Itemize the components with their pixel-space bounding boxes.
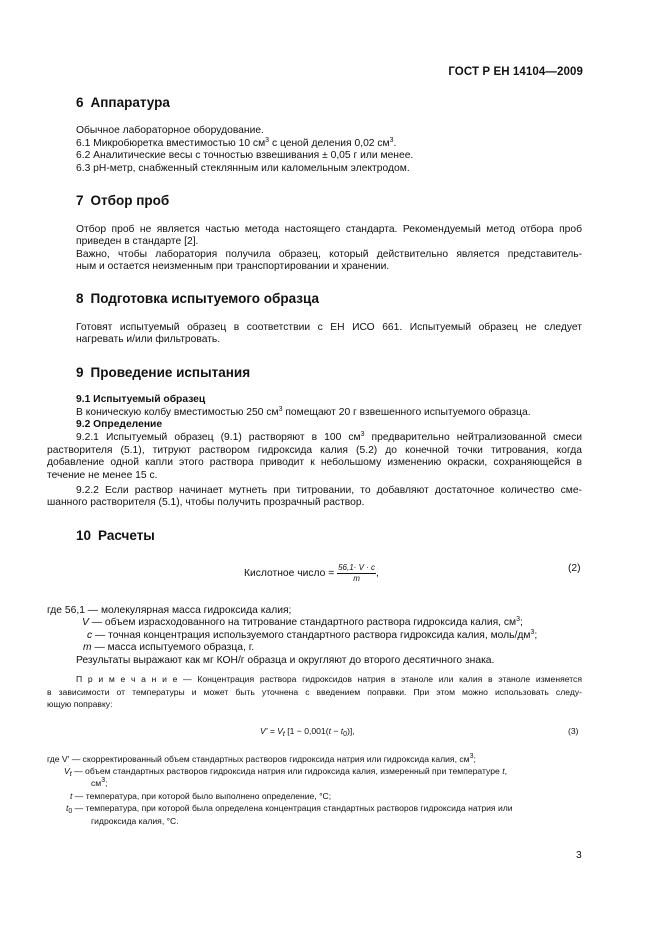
section-6-heading — [76, 95, 170, 110]
formula-2: Кислотное число = $\frac{56,1\cdot V \cdot c}{m}$ , — [244, 563, 379, 583]
note-where-line: где V' — скорректированный объем стандартных растворов гидроксида натрия или гидроксида калия, $см^3$; — [47, 753, 476, 764]
paragraph-line: В коническую колбу вместимостью 250 $см^3$ помещают 20 г взвешенного испытуемого образца. — [76, 406, 531, 418]
section-8-heading: 8 Подготовка испытуемого образца — [76, 291, 319, 306]
section-9-heading: 9 Проведение испытания — [76, 365, 251, 380]
paragraph-line: ным и остается неизменным при транспортировании и хранении. — [76, 261, 390, 272]
paragraph-line: добавление одной капли этого раствора приводит к небольшому изменению окраски, сохраняющейся в — [47, 457, 582, 468]
note-where-line: t — температура, при которой было выполнено определение, °С; — [70, 791, 332, 801]
paragraph-line: шанного растворителя (5.1), чтобы получить прозрачный раствор. — [47, 497, 365, 508]
page-number: 3 — [576, 850, 582, 861]
formula-3: $V' = V_t$ $[1 - 0,001(t - t_0)]$, — [260, 726, 355, 738]
paragraph-line: 9.2.1 Испытуемый образец (9.1) растворяют в 100 $см^3$ предварительно нейтрализованной смеси — [76, 431, 583, 443]
note-where-line: $V_t$ — объем стандартных растворов гидроксида натрия или гидроксида калия, измеренный при температуре t, — [64, 766, 507, 778]
paragraph-line: Результаты выражают как мг КОН/г образца и округляют до второго десятичного знака. — [76, 655, 495, 666]
note-line: П р и м е ч а н и е — Концентрация раствора гидроксидов натрия в этаноле или калия в этаноле изменяется — [76, 674, 583, 684]
document-header: ГОСТ Р ЕН 14104—2009 — [448, 66, 583, 78]
list-item: 6.2 Аналитические весы с точностью взвешивания ± 0,05 г или менее. — [76, 150, 414, 161]
note-line: ющую поправку: — [47, 699, 113, 709]
note-where-line: $см^3$; — [91, 777, 108, 788]
note-where-line: $t_0$ — температура, при которой была определена концентрация стандартных растворов гидроксида натрия или — [66, 803, 513, 815]
note-line: в зависимости от температуры и может быть уточнена с введением поправки. При этом можно использовать следу- — [47, 687, 582, 697]
section-title: Аппаратура — [90, 95, 170, 110]
paragraph-line: растворителя (5.1), титруют раствором гидроксида калия (5.2) до конечной точки титрования, когда — [47, 445, 582, 456]
paragraph-line: Важно, чтобы лаборатория получила образец, который действительно является представитель- — [76, 249, 582, 260]
subsection-heading: 9.1 Испытуемый образец — [76, 394, 206, 405]
paragraph-line: Отбор проб не является частью метода настоящего стандарта. Рекомендуемый метод отбора проб — [76, 224, 582, 235]
paragraph-line: приведен в стандарте [2]. — [76, 236, 199, 247]
paragraph-line: течение не менее 15 с. — [47, 470, 158, 481]
list-item: 6.1 Микробюретка вместимостью 10 $см^3$ с ценой деления 0,02 $см^3$. — [76, 137, 397, 149]
where-line: где 56,1 — молекулярная масса гидроксида калия; — [47, 605, 292, 616]
section-number: 6 — [76, 95, 84, 110]
where-line: c — точная концентрация используемого стандартного раствора гидроксида калия, моль/$дм^3$; — [87, 629, 538, 641]
paragraph-line: Готовят испытуемый образец в соответствии с ЕН ИСО 661. Испытуемый образец не следует — [76, 322, 582, 333]
where-line: V — объем израсходованного на титрование стандартного раствора гидроксида калия, $см^3$; — [82, 616, 523, 628]
where-line: m — масса испытуемого образца, г. — [83, 642, 255, 653]
list-item: 6.3 pH-метр, снабженный стеклянным или каломельным электродом. — [76, 163, 410, 174]
note-where-line: гидроксида калия, °С. — [91, 816, 179, 826]
section-10-heading: 10 Расчеты — [76, 528, 155, 543]
paragraph-line: нагревать и/или фильтровать. — [76, 334, 221, 345]
paragraph-line: 9.2.2 Если раствор начинает мутнеть при титровании, то добавляют достаточное количество сме- — [76, 485, 582, 496]
subsection-heading: 9.2 Определение — [76, 419, 163, 430]
section-7-heading: 7 Отбор проб — [76, 193, 170, 208]
formula-number: (3) — [568, 726, 579, 736]
formula-number: (2) — [568, 563, 581, 574]
paragraph: Обычное лабораторное оборудование. — [76, 125, 264, 136]
formula-fraction: $\frac{56,1\cdot V \cdot c}{m}$ — [338, 563, 376, 583]
